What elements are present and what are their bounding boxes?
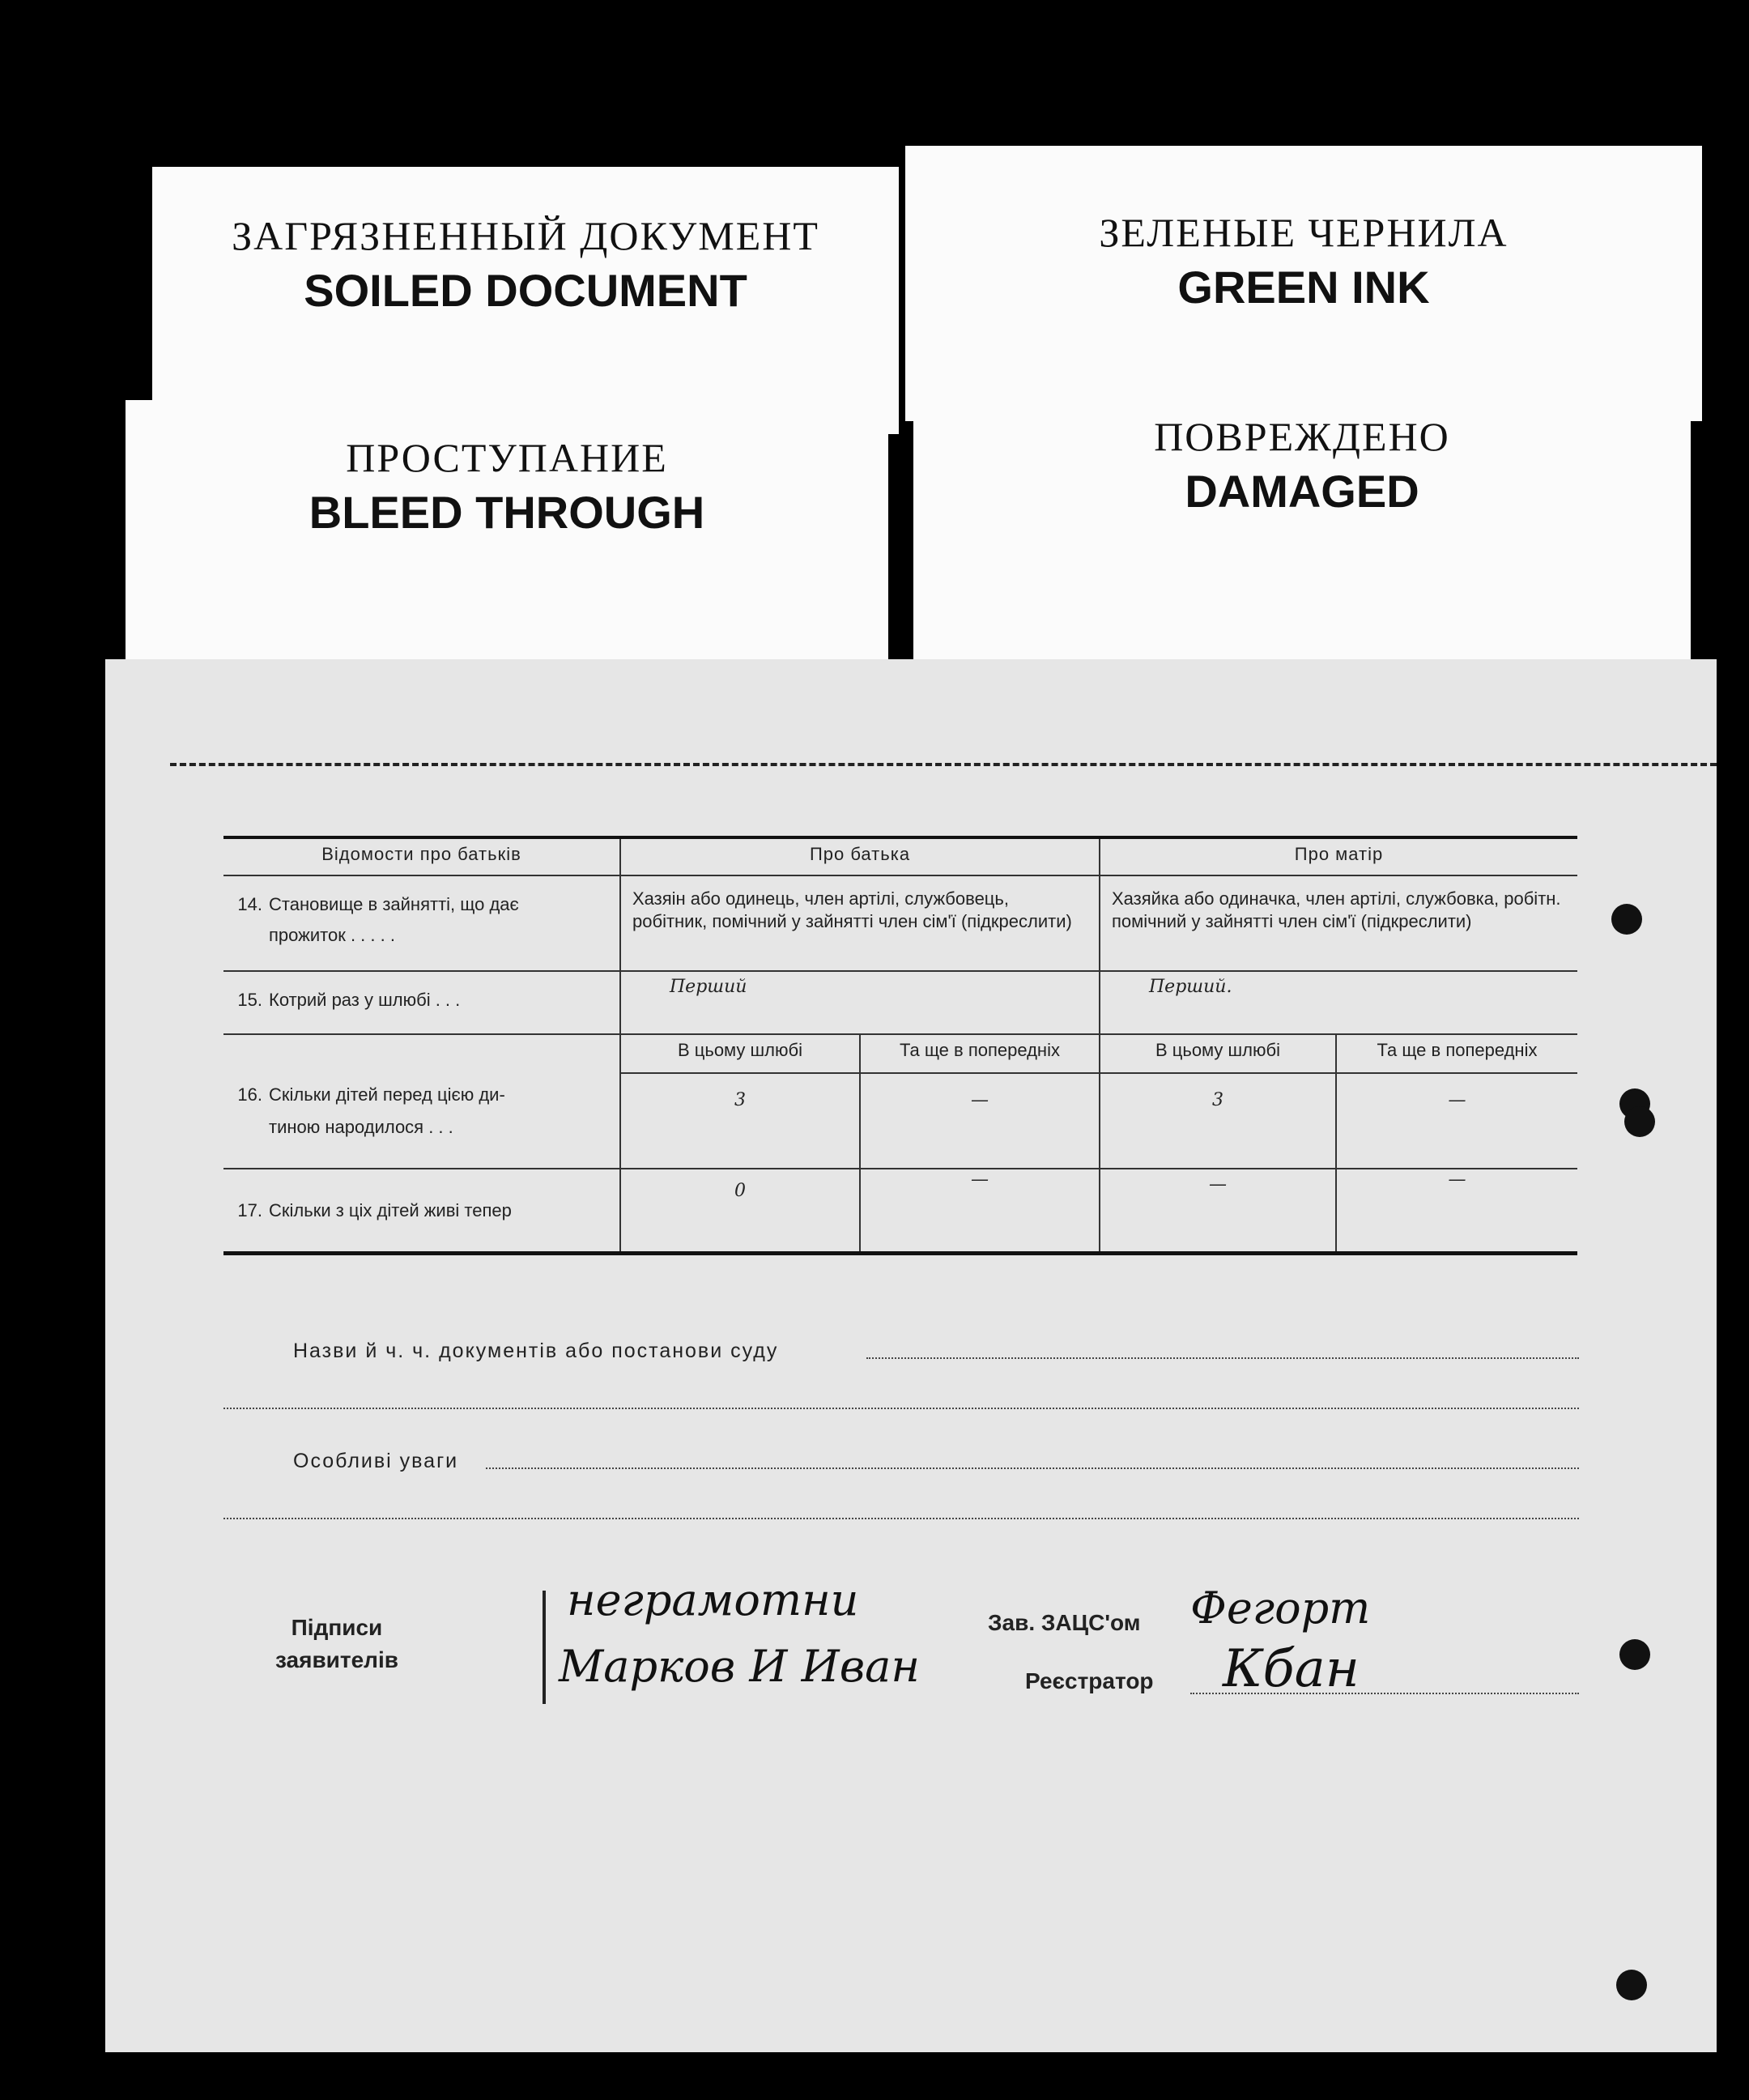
documents-line [866, 1357, 1579, 1359]
signature-brace [543, 1591, 554, 1704]
card-ru-label: ЗЕЛЕНЫЕ ЧЕРНИЛА [1099, 210, 1509, 255]
row15-father-handwritten: Перший [620, 971, 1100, 1034]
documents-line-2 [223, 1408, 1579, 1409]
row-number: 14. [237, 894, 262, 914]
registrar-signature: Кбан [1223, 1639, 1360, 1699]
row17-mother-prev: — [1336, 1169, 1577, 1253]
punch-hole [1624, 1106, 1655, 1137]
applicants-signature-label [275, 1612, 398, 1676]
card-en-label: DAMAGED [1185, 466, 1419, 517]
row14-father: Хазяін або одинець, член артілі, службовець, робітник, помічний у зайнятті член сім'ї (підкреслити) [620, 875, 1100, 971]
applicant1-signature: неграмотни [567, 1574, 859, 1625]
bleed-through-card [126, 400, 888, 675]
punch-hole [1619, 1639, 1650, 1670]
row14-label-b: прожиток . . . . . [269, 925, 395, 945]
applicants-label-a: Підписи [291, 1615, 383, 1640]
row17-father-this: 0 [620, 1169, 860, 1253]
row15-label-text: Котрий раз у шлюбі . . . [269, 990, 461, 1010]
row-number: 16. [237, 1084, 262, 1105]
row16-label [223, 1034, 620, 1169]
sub-header-this: В цьому шлюбі [1100, 1034, 1336, 1073]
card-en-label: BLEED THROUGH [309, 487, 705, 538]
row16-label-a: Скільки дітей перед цією ди- [269, 1084, 505, 1105]
registrar-label: Реєстратор [1025, 1668, 1154, 1693]
head-signature: Фегорт [1190, 1582, 1371, 1634]
row15-mother-handwritten: Перший. [1100, 971, 1577, 1034]
remarks-line [486, 1467, 1579, 1469]
card-en-label: GREEN INK [1177, 262, 1430, 313]
row14-label [223, 875, 620, 971]
row14-mother: Хазяйка або одиначка, член артілі, службовка, робітн. помічний у зайнятті член сім'ї (підкреслити) [1100, 875, 1577, 971]
registry-form [105, 659, 1717, 2052]
col-parents-header: Відомости про батьків [223, 837, 620, 875]
row17-label [223, 1169, 620, 1253]
head-label: Зав. ЗАЦС'ом [988, 1610, 1141, 1635]
row16-label-b: тиною народилося . . . [269, 1117, 453, 1137]
table-row [223, 971, 1577, 1034]
row-number: 17. [237, 1200, 262, 1220]
sub-header-this: В цьому шлюбі [620, 1034, 860, 1073]
punch-hole [1611, 904, 1642, 935]
row15-label [223, 971, 620, 1034]
row17-label-text: Скільки з ціх дітей живі тепер [269, 1200, 512, 1220]
row14-label-a: Становище в зайнятті, що дає [269, 894, 519, 914]
row17-father-prev: — [860, 1169, 1100, 1253]
dashed-separator [170, 763, 1717, 766]
remarks-line-2 [223, 1518, 1579, 1519]
table-subheader-row [223, 1034, 1577, 1073]
card-ru-label: ПРОСТУПАНИЕ [346, 435, 668, 480]
row-number: 15. [237, 990, 262, 1010]
row16-father-this: 3 [620, 1073, 860, 1169]
damaged-card [913, 397, 1691, 672]
registrar-line [1190, 1693, 1579, 1694]
row16-mother-this: 3 [1100, 1073, 1336, 1169]
col-father-header: Про батька [620, 837, 1100, 875]
punch-hole [1616, 1970, 1647, 2000]
sub-header-previous: Та ще в попередніх [1336, 1034, 1577, 1073]
card-ru-label: ЗАГРЯЗНЕННЫЙ ДОКУМЕНТ [232, 213, 819, 258]
table-header-row [223, 837, 1577, 875]
col-mother-header: Про матір [1100, 837, 1577, 875]
sub-header-previous: Та ще в попередніх [860, 1034, 1100, 1073]
row17-mother-this: — [1100, 1169, 1336, 1253]
card-en-label: SOILED DOCUMENT [304, 265, 747, 316]
card-ru-label: ПОВРЕЖДЕНО [1154, 414, 1450, 459]
row16-father-prev: — [860, 1073, 1100, 1169]
row16-mother-prev: — [1336, 1073, 1577, 1169]
documents-label: Назви й ч. ч. документів або постанови суду [293, 1340, 779, 1362]
applicants-label-b: заявителів [275, 1647, 398, 1672]
soiled-document-card [152, 167, 899, 434]
remarks-label: Особливі уваги [293, 1450, 459, 1472]
applicant2-signature: Марков И Иван [559, 1641, 920, 1692]
parents-table [223, 836, 1577, 1255]
green-ink-card [905, 146, 1702, 421]
table-row [223, 875, 1577, 971]
table-row [223, 1169, 1577, 1253]
